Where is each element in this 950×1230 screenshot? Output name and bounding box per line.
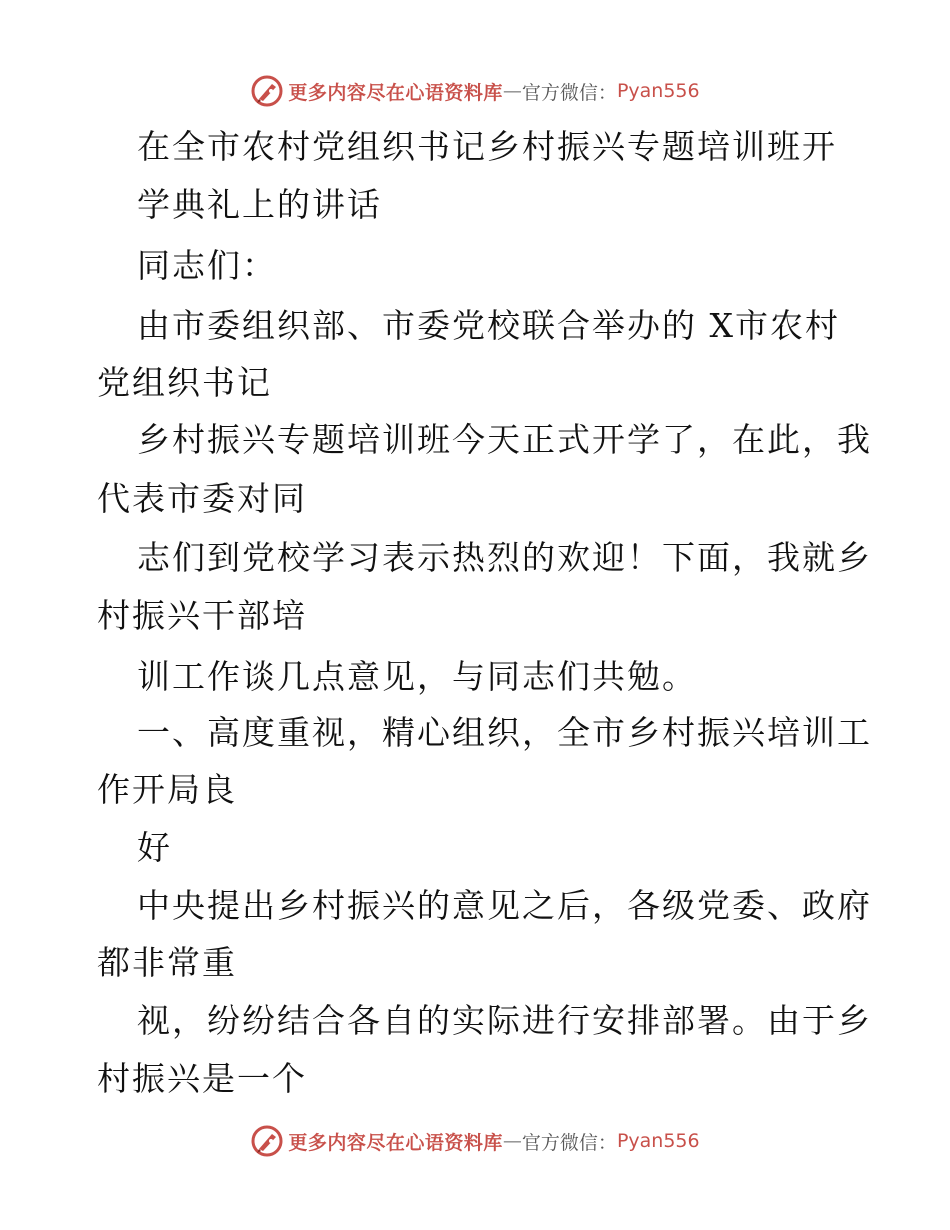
paragraph-line: 由市委组织部、市委党校联合举办的 X市农村 xyxy=(137,306,840,345)
paragraph-line: 村振兴干部培 xyxy=(97,596,307,635)
paragraph-line: 党组织书记 xyxy=(97,363,272,402)
watermark-wechat-label: 官方微信： xyxy=(521,81,617,104)
paragraph-line: 代表市委对同 xyxy=(97,479,307,518)
pen-logo-icon xyxy=(250,74,284,108)
watermark-header xyxy=(0,71,950,111)
salutation: 同志们： xyxy=(137,246,277,285)
paragraph-line: 中央提出乡村振兴的意见之后，各级党委、政府 xyxy=(137,886,872,925)
paragraph-line: 都非常重 xyxy=(97,943,237,982)
watermark-wechat-id: Pyan556 xyxy=(616,1130,700,1152)
title-line-2: 学典礼上的讲话 xyxy=(137,185,382,224)
paragraph-line: 志们到党校学习表示热烈的欢迎！下面，我就乡 xyxy=(137,538,872,577)
paragraph-line: 乡村振兴专题培训班今天正式开学了，在此，我 xyxy=(137,420,872,459)
watermark-text: 更多内容尽在心语资料库 xyxy=(288,1131,503,1154)
watermark-separator: — xyxy=(502,80,522,102)
paragraph-line: 训工作谈几点意见，与同志们共勉。 xyxy=(137,657,697,696)
watermark-separator: — xyxy=(502,1130,522,1152)
section-heading-line: 好 xyxy=(137,828,172,867)
watermark-footer xyxy=(0,1121,950,1161)
watermark-wechat-id: Pyan556 xyxy=(616,80,700,102)
paragraph-line: 视，纷纷结合各自的实际进行安排部署。由于乡 xyxy=(137,1001,872,1040)
paragraph-line: 村振兴是一个 xyxy=(97,1059,307,1098)
watermark-wechat-label: 官方微信： xyxy=(521,1131,617,1154)
title-line-1: 在全市农村党组织书记乡村振兴专题培训班开 xyxy=(137,127,837,166)
watermark-text: 更多内容尽在心语资料库 xyxy=(288,81,503,104)
section-heading-line: 作开局良 xyxy=(97,770,237,809)
pen-logo-icon xyxy=(250,1124,284,1158)
section-heading-line: 一、高度重视，精心组织，全市乡村振兴培训工 xyxy=(137,713,872,752)
